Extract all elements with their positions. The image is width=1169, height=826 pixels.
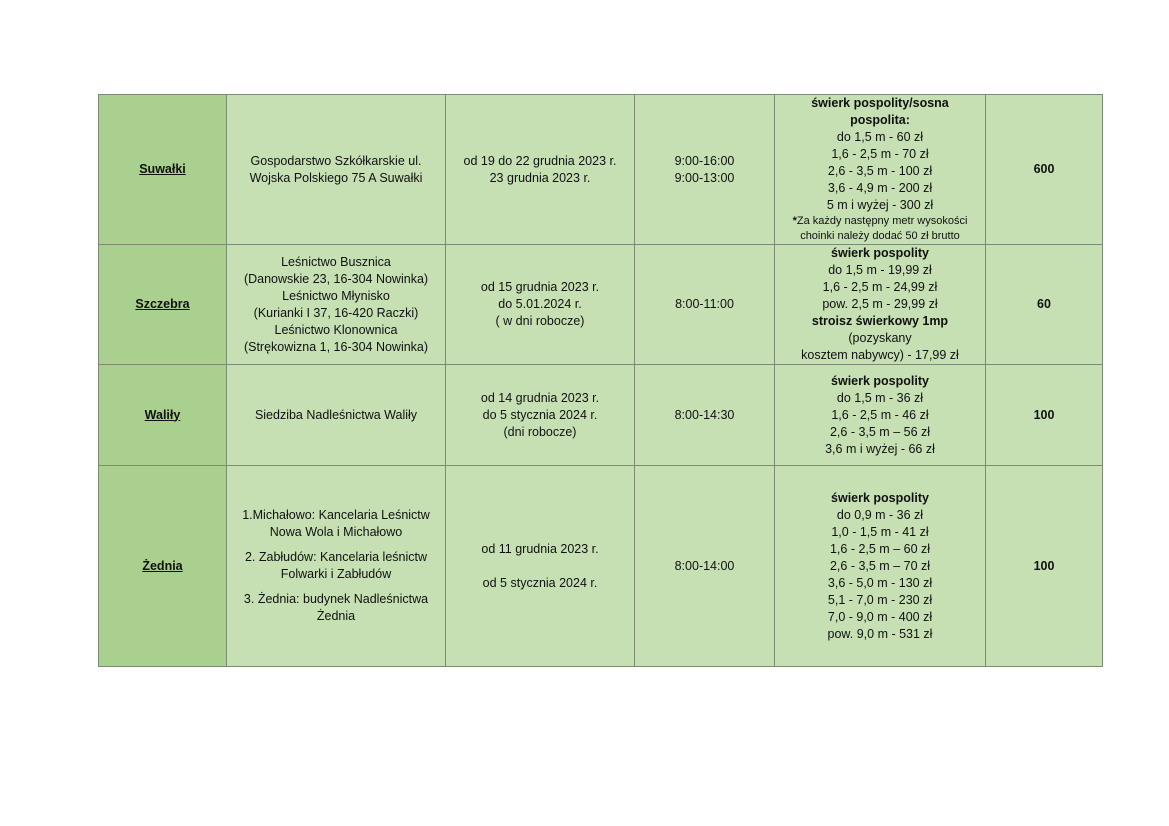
sale-hours: 9:00-16:00 9:00-13:00	[635, 95, 775, 245]
table-row	[99, 245, 1103, 365]
sale-location: Siedziba Nadleśnictwa Waliły	[227, 365, 446, 466]
sale-dates: od 11 grudnia 2023 r. od 5 stycznia 2024 r.	[446, 466, 635, 667]
tree-prices: świerk pospolity do 1,5 m - 36 zł 1,6 - 2,5 m - 46 zł 2,6 - 3,5 m – 56 zł 3,6 m i wyżej - 66 zł	[775, 365, 986, 466]
price-heading: świerk pospolity/sosna pospolita:	[811, 96, 949, 127]
tree-prices: świerk pospolity/sosna pospolita: do 1,5 m - 60 zł 1,6 - 2,5 m - 70 zł 2,6 - 3,5 m - 100 zł 3,6 - 4,9 m - 200 zł 5 m i wyżej - 300 zł *Za każdy następny metr wysokości choinki należy dodać 50 zł brutto	[775, 95, 986, 245]
district-name: Żednia	[99, 466, 227, 667]
table-row	[99, 466, 1103, 667]
tree-prices: świerk pospolity do 1,5 m - 19,99 zł 1,6 - 2,5 m - 24,99 zł pow. 2,5 m - 29,99 zł stroisz świerkowy 1mp (pozyskany kosztem nabywcy) - 17,99 zł	[775, 245, 986, 365]
price-note: *Za każdy następny metr wysokości	[792, 215, 968, 227]
sale-hours: 8:00-14:00	[635, 466, 775, 667]
district-name: Waliły	[99, 365, 227, 466]
sale-dates: od 19 do 22 grudnia 2023 r. 23 grudnia 2023 r.	[446, 95, 635, 245]
sale-location: Gospodarstwo Szkółkarskie ul. Wojska Polskiego 75 A Suwałki	[227, 95, 446, 245]
price-heading: świerk pospolity	[831, 246, 929, 260]
tree-quantity: 100	[986, 466, 1103, 667]
sale-location: 1.Michałowo: Kancelaria Leśnictw Nowa Wola i Michałowo 2. Zabłudów: Kancelaria leśnictw Folwarki i Zabłudów 3. Żednia: budynek Nadleśnictwa Żednia	[227, 466, 446, 667]
tree-quantity: 600	[986, 95, 1103, 245]
table-row	[99, 365, 1103, 466]
price-heading: świerk pospolity	[831, 490, 929, 505]
christmas-tree-sales-table	[98, 94, 1103, 667]
tree-prices: świerk pospolity do 0,9 m - 36 zł 1,0 - 1,5 m - 41 zł 1,6 - 2,5 m – 60 zł 2,6 - 3,5 m – 70 zł 3,6 - 5,0 m - 130 zł 5,1 - 7,0 m - 230 zł 7,0 - 9,0 m - 400 zł pow. 9,0 m - 531 zł	[775, 466, 986, 667]
tree-quantity: 60	[986, 245, 1103, 365]
table-row	[99, 95, 1103, 245]
tree-quantity: 100	[986, 365, 1103, 466]
district-name: Szczebra	[99, 245, 227, 365]
sale-hours: 8:00-11:00	[635, 245, 775, 365]
sale-location: Leśnictwo Busznica (Danowskie 23, 16-304 Nowinka) Leśnictwo Młynisko (Kurianki I 37, 16-420 Raczki) Leśnictwo Klonownica (Strękowizna 1, 16-304 Nowinka)	[227, 245, 446, 365]
sale-dates: od 14 grudnia 2023 r. do 5 stycznia 2024 r. (dni robocze)	[446, 365, 635, 466]
district-name: Suwałki	[99, 95, 227, 245]
sale-dates: od 15 grudnia 2023 r. do 5.01.2024 r. ( w dni robocze)	[446, 245, 635, 365]
price-heading: świerk pospolity	[831, 373, 929, 388]
sale-hours: 8:00-14:30	[635, 365, 775, 466]
